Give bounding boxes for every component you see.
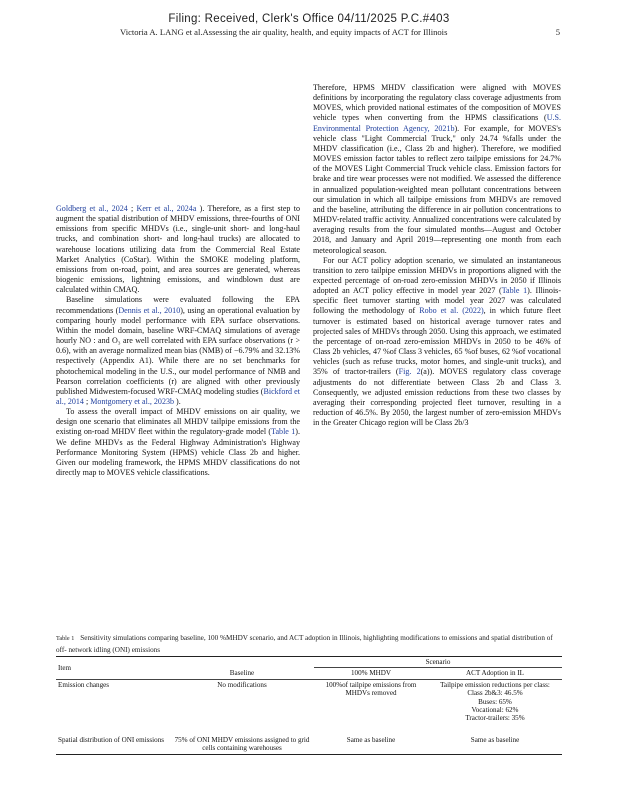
act-cell-line: Vocational: 62% — [471, 706, 519, 715]
row-item: Spatial distribution of ONI emissions — [56, 724, 170, 754]
table-row — [56, 679, 562, 724]
left-column — [56, 204, 300, 478]
citation-link[interactable]: Kerr et al., 2024a — [136, 204, 197, 213]
paragraph-text: To assess the overall impact of MHDV emissions on air quality, we design one scenario that eliminates all MHDV tailpipe emissions from the existing on-road MHDV fleet within the regulatory-grade model ( — [56, 407, 300, 437]
table-caption — [56, 633, 562, 655]
paragraph-text: For our ACT policy adoption scenario, we simulated an instantaneous transition to zero tailpipe emission MHDVs in proportions aligned with the expected percentage of on-road zero-emission MHDVs in 2050 if Illinois adopted an ACT policy effective in model year 2027 ( — [313, 255, 561, 296]
right-column — [313, 83, 561, 428]
right-paragraph-1 — [313, 83, 561, 256]
row-act-cell: Same as baseline — [428, 724, 562, 754]
figure-reference-link[interactable]: Fig. 2 — [398, 367, 421, 377]
row-100-mhdv-cell: 100%of tailpipe emissions from MHDVs removed — [314, 679, 428, 724]
table-reference-link[interactable]: Table 1 — [271, 427, 296, 437]
row-baseline-cell: 75% of ONI MHDV emissions assigned to grid cells containing warehouses — [170, 724, 314, 754]
left-paragraph-3 — [56, 407, 300, 478]
table-reference-link[interactable]: Table 1 — [501, 286, 528, 296]
paragraph-text: ). For example, for MOVES's vehicle class "Light Commercial Truck," only 24.74 %falls under the MHDV classification (i.e., Class 2b and higher). Therefore, we modified MOVES emission factor tables to reflect zero tailpipe emissions for 24.7% of the MOVES Light Commercial Truck vehicle class. Emission factors for brake and tire wear processes were not modified. We assessed the difference in annualized population-weighted mean pollutant concentrations between our simulation in which all tailpipe emissions from MHDVs are removed and the baseline, attributing the difference in air pollution concentrations to MHDV-related traffic activity. Annualized concentrations were calculated by averaging results from the four simulated months—August and October 2018, and January and April 2019—representing one month from each meteorological season. — [313, 123, 561, 255]
row-act-cell — [428, 679, 562, 724]
citation-separator: ; — [83, 396, 91, 406]
paragraph-text: ). Illinois-specific fleet turnover starting with model year 2027 was calculated following the methodology of — [313, 286, 561, 316]
row-baseline-cell: No modifications — [170, 679, 314, 724]
running-header — [120, 27, 560, 37]
table-row — [56, 724, 562, 754]
citation-link[interactable]: Robo et al. (2022) — [419, 306, 484, 316]
citation-link[interactable]: U.S. Environmental Protection Agency, 2021b — [313, 113, 561, 133]
citation-link[interactable]: Bickford et al., 2014 — [56, 386, 300, 406]
filing-stamp-header: Filing: Received, Clerk's Office 04/11/2025 P.C.#403 — [168, 13, 450, 25]
page-number: 5 — [555, 27, 560, 37]
paragraph-text: (a)). MOVES regulatory class coverage adjustments do not differentiate between Class 2b and Class 3. Consequently, we adjusted emission reductions from these two classes by averaging their corresponding projected fleet turnover, resulting in a reduction of 46.5%. By 2050, the largest number of zero-emission MHDVs in the Greater Chicago region will be Class 2b/3 — [313, 367, 561, 428]
column-header-baseline: Baseline — [229, 668, 255, 677]
citation-link[interactable]: Goldberg et al., 2024 — [56, 204, 128, 213]
row-item: Emission changes — [56, 679, 170, 724]
act-cell-line: Tractor-trailers: 35% — [465, 714, 525, 723]
act-cell-line: Buses: 65% — [478, 697, 512, 706]
paragraph-text: Therefore, HPMS MHDV classification were aligned with MOVES definitions by incorporating the regulatory class coverage adjustments from MOVES, which provided national estimates of the composition of MOVES vehicle types when converting from the HPMS classifications ( — [313, 83, 561, 123]
row-100-mhdv-cell: Same as baseline — [314, 724, 428, 754]
paragraph-text: Baseline simulations were evaluated following the EPA recommendations ( — [56, 295, 300, 315]
paragraph-text: ), using an operational evaluation by comparing hourly model performance with EPA surface observations. Within the model domain, baseline WRF-CMAQ simulations of average hourly NO : and O₃ are well correlated with EPA surface observations (r > 0.6), with an average normalized mean bias (NMB) of −6.79% and 32.13% respectively (Appendix A1). While there are no set benchmarks for photochemical modeling in the U.S., our model performance of NMB and Pearson correlation coefficients (r) are aligned with other previously published Midwestern-focused WRF-CMAQ modeling studies ( — [56, 305, 300, 396]
left-paragraph-2 — [56, 295, 300, 407]
paragraph-text: ). — [174, 396, 181, 406]
citation-link[interactable]: Dennis et al., 2010 — [118, 305, 181, 315]
item-header: Item — [56, 657, 170, 680]
citation-link[interactable]: Montgomery et al., 2023b — [90, 396, 175, 406]
act-cell-line: Tailpipe emission reductions per class: — [440, 680, 550, 689]
sensitivity-table — [56, 656, 562, 755]
citation-separator: ; — [127, 204, 137, 213]
scenario-header: Scenario — [314, 657, 562, 668]
paragraph-text: ). We define MHDVs as the Federal Highway Administration's Highway Performance Monitoring System (HPMS) vehicle Class 2b and higher. Given our modeling framework, the HPMS MHDV classifications do not directly map to MOVES vehicle classifications. — [56, 427, 300, 478]
table-label: Table 1 — [56, 635, 75, 642]
running-header-title: Victoria A. LANG et al.Assessing the air quality, health, and equity impacts of ACT for Illinois — [120, 27, 448, 37]
paragraph-text: ). Therefore, as a first step to augment the spatial distribution of MHDV emissions, three-fourths of ONI emissions from specific MHDVs (i.e., single-unit short- and long-haul trucks, and combination short- and long-haul trucks) are allocated to warehouse locations utilizing data from the Commercial Real Estate Market Analytics (CoStar). Within the SMOKE modeling platform, emissions from on-road, point, and area sources are generated, whereas biogenic emissions, lightning emissions, and windblown dust are calculated within CMAQ. — [56, 204, 300, 295]
right-paragraph-2 — [313, 256, 561, 429]
table-header-row — [56, 657, 562, 668]
column-header-100-mhdv: 100% MHDV — [351, 669, 391, 678]
act-cell-line: Class 2b&3: 46.5% — [467, 689, 523, 698]
column-header-act-adoption: ACT Adoption in IL — [466, 669, 524, 678]
table-caption-text: Sensitivity simulations comparing baseline, 100 %MHDV scenario, and ACT adoption in Illinois, highlighting modifications to emissions and spatial distribution of off- network idling (ONI) emissions — [56, 634, 553, 654]
paragraph-text: , in which future fleet turnover is estimated based on historical average turnover rates and projected sales of MHDVs through 2050. Using this approach, we estimated the percentage of on-road zero-emission MHDVs in 2050 to be 46% of Class 2b vehicles, 47 %of Class 3 vehicles, 65 %of buses, 62 %of vocational vehicles (such as refuse trucks, motor homes, and single-unit trucks), and 35% of tractor-trailers ( — [313, 306, 561, 377]
left-paragraph-1 — [56, 204, 300, 295]
